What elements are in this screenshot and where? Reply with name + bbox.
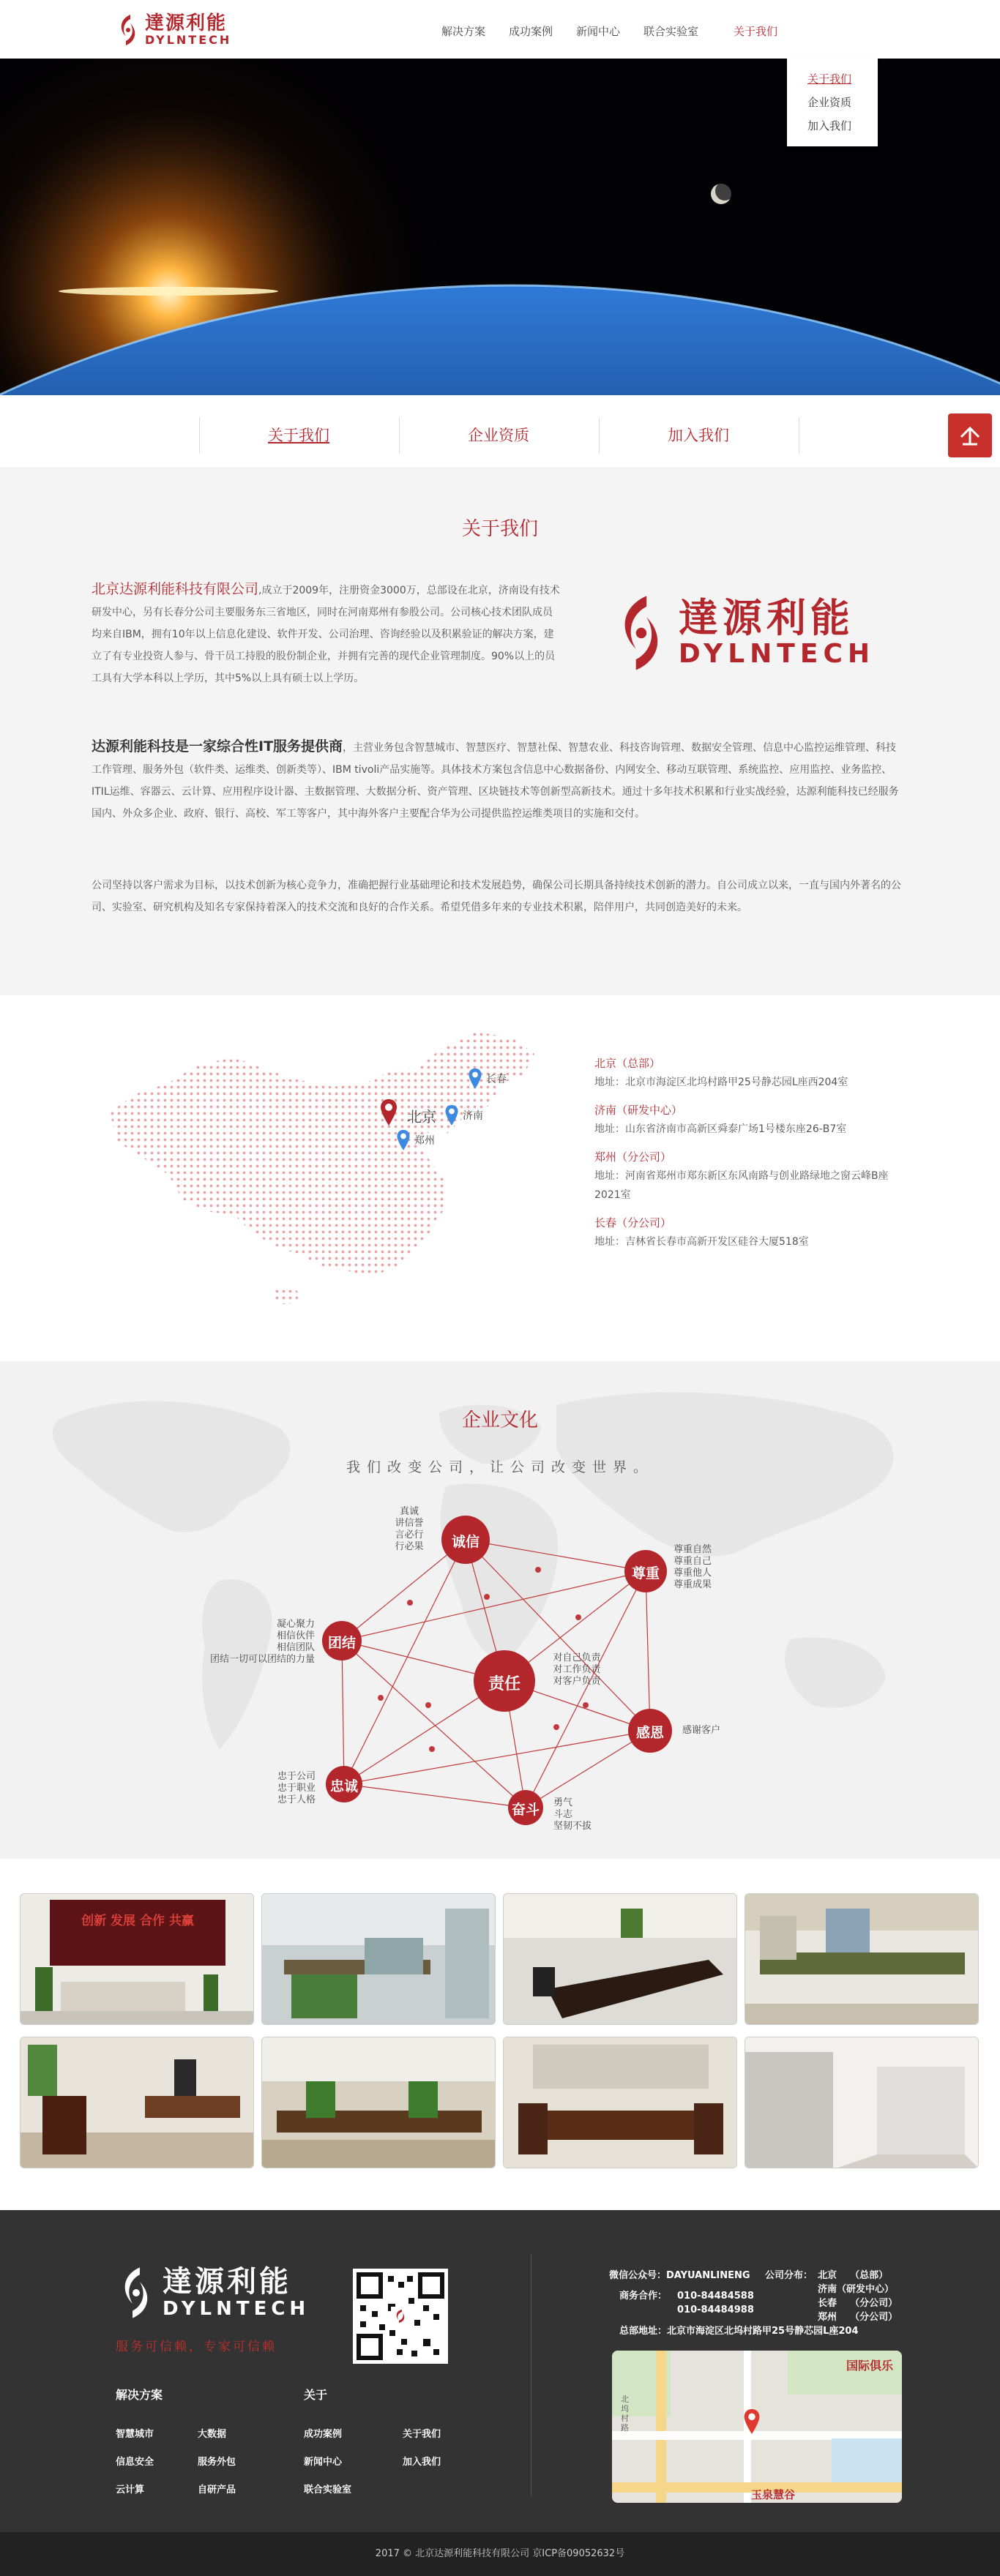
- subnav-about[interactable]: [200, 417, 398, 454]
- nav-solutions[interactable]: 解决方案: [441, 25, 486, 38]
- culture-desc-loyalty: 忠于公司 忠于职业 忠于人格: [277, 1771, 316, 1805]
- about-logo: [611, 585, 875, 681]
- office-name: 济南（研发中心）: [594, 1104, 683, 1117]
- about-logo-en: DYLNTECH: [678, 639, 875, 669]
- china-map: [102, 1025, 556, 1332]
- site-footer: [0, 2210, 1000, 2532]
- footer-hq-address: 总部地址：北京市海淀区北坞村路甲25号静芯园L座204: [619, 2326, 859, 2337]
- office-address: 地址：山东省济南市高新区舜泰广场1号楼东座26-B7室: [594, 1123, 847, 1135]
- nav-lab[interactable]: 联合实验室: [643, 25, 699, 38]
- culture-desc-integrity: 真诚 讲信誉 言必行 行必果: [395, 1506, 424, 1552]
- footer-link-smart-city[interactable]: 智慧城市: [116, 2429, 154, 2440]
- culture-desc-unity: 凝心聚力 相信伙伴 相信团队 团结一切可以团结的力量: [209, 1619, 315, 1665]
- footer-slogan: 服务可信赖，专家可信赖: [116, 2340, 277, 2354]
- office-address: 地址：河南省郑州市郑东新区东风南路与创业路绿地之窗云峰B座2021室: [594, 1170, 889, 1201]
- office-item: [594, 1147, 902, 1205]
- culture-node-gratitude: 感恩: [635, 1725, 664, 1741]
- map-label-road: 北坞村路: [621, 2395, 629, 2433]
- map-label-club: 国际俱乐: [846, 2359, 894, 2373]
- copyright-bar: 2017 © 北京达源利能科技有限公司 京ICP备09052632号: [0, 2532, 1000, 2576]
- dropdown-item-join[interactable]: 加入我们: [807, 119, 852, 132]
- culture-desc-striving: 勇气 斗志 坚韧不拔: [553, 1797, 592, 1832]
- footer-col-title-solutions: 解决方案: [116, 2388, 163, 2402]
- office-item: [594, 1101, 902, 1139]
- culture-desc-responsibility: 对自己负责 对工作负责 对客户负责: [553, 1652, 601, 1687]
- about-section: [0, 468, 1000, 995]
- photo-meeting-room[interactable]: [503, 1893, 737, 2025]
- map-label-zhengzhou: 郑州: [414, 1135, 435, 1147]
- office-item: [594, 1213, 902, 1251]
- footer-link-outsourcing[interactable]: 服务外包: [198, 2457, 236, 2468]
- office-name: 长春（分公司）: [594, 1216, 672, 1229]
- culture-desc-respect: 尊重自然 尊重自己 尊重他人 尊重成果: [673, 1544, 712, 1590]
- pin-zhengzhou-icon[interactable]: [397, 1130, 410, 1150]
- photo-workstations[interactable]: [745, 1893, 979, 2025]
- office-address: 地址：吉林省长春市高新开发区硅谷大厦518室: [594, 1236, 809, 1248]
- subnav-join[interactable]: 加入我们: [668, 427, 729, 444]
- logo-mark-icon: [116, 2260, 157, 2326]
- footer-location-map[interactable]: [612, 2351, 902, 2503]
- subnav-about-label: 关于我们: [268, 427, 329, 444]
- logo-mark-icon: [116, 12, 141, 48]
- brand-name-cn: 達源利能: [145, 12, 228, 34]
- map-label-yuquan: 玉泉慧谷: [751, 2488, 796, 2501]
- culture-node-responsibility: 责任: [488, 1675, 520, 1693]
- footer-link-cloud[interactable]: 云计算: [116, 2485, 145, 2496]
- footer-link-bigdata[interactable]: 大数据: [198, 2429, 227, 2440]
- footer-brand-en: DYLNTECH: [163, 2298, 310, 2320]
- about-paragraph-1: ,成立于2009年，注册资金3000万，总部设在北京，济南设有技术研发中心，另有长春分公司主要服务东三省地区，同时在河南郑州有参股公司。公司核心技术团队成员均来自IBM，拥有10年以上信息化建设、软件开发、公司治理、咨询经验以及积累验证的解决方案，建立了有专业投资人参与、骨干员工持股的股份制企业，并拥有完善的现代企业管理制度。90%以上的员工具有大学本科以上学历，其中5%以上具有硕士以上学历。: [92, 585, 560, 684]
- footer-logo: [116, 2260, 335, 2326]
- map-pin-icon[interactable]: [744, 2409, 760, 2434]
- culture-slogan: 我们改变公司，让公司改变世界。: [346, 1459, 654, 1475]
- footer-link-news[interactable]: 新闻中心: [304, 2457, 343, 2468]
- photo-manager-office[interactable]: [20, 2037, 254, 2168]
- culture-section: [0, 1361, 1000, 1859]
- logo-mark-icon: [611, 585, 671, 681]
- footer-brand-cn: 達源利能: [163, 2265, 291, 2299]
- footer-link-about[interactable]: 关于我们: [403, 2429, 441, 2440]
- footer-branch-label: 公司分布：: [765, 2270, 813, 2281]
- dropdown-item-about[interactable]: 关于我们: [807, 72, 852, 86]
- company-name: 北京达源利能科技有限公司: [92, 581, 259, 597]
- office-name: 郑州（分公司）: [594, 1150, 672, 1164]
- footer-coop-label: 商务合作：: [619, 2291, 668, 2302]
- about-business: [92, 735, 904, 825]
- photo-reception[interactable]: [20, 1893, 254, 2025]
- footer-branch-list: 北京 （总部） 济南（研发中心） 长春 （分公司） 郑州 （分公司）: [818, 2270, 898, 2323]
- about-paragraph-2: ，主营业务包含智慧城市、智慧医疗、智慧社保、智慧农业、科技咨询管理、数据安全管理、信息中心监控运维管理、科技工作管理、服务外包（软件类、运维类、创新类等）、IBM tivoli产品实施等。具体技术方案包含信息中心数据备份、内网安全、移动互联管理、系统监控、应用监控、业务监控、ITIL运维、容器云、云计算、应用程序设计器、主数据管理、大数据分析、资产管理、区块链技术等创新型高新技术。通过十多年技术积累和行业实战经验，达源利能科技已经服务国内、外众多企业、政府、银行、高校、军工等客户，其中海外客户主要配合华为公司提供监控运维类项目的实施和交付。: [92, 742, 899, 820]
- brand-logo[interactable]: [116, 10, 240, 50]
- office-map-section: [0, 995, 1000, 1361]
- about-intro: [92, 578, 560, 689]
- back-to-top-button[interactable]: [948, 413, 992, 457]
- footer-link-lab[interactable]: 联合实验室: [304, 2485, 352, 2496]
- nav-cases[interactable]: 成功案例: [509, 25, 553, 38]
- wechat-qr-code[interactable]: [353, 2269, 448, 2364]
- culture-network-diagram: [0, 1361, 1000, 1859]
- office-photo-gallery: [0, 1859, 1000, 2210]
- footer-link-products[interactable]: 自研产品: [198, 2485, 236, 2496]
- culture-node-loyalty: 忠诚: [329, 1778, 358, 1794]
- about-title: 关于我们: [461, 518, 538, 540]
- brand-name-en: DYLNTECH: [145, 33, 232, 47]
- nav-news[interactable]: 新闻中心: [576, 25, 621, 38]
- main-nav: [430, 0, 801, 59]
- footer-phone-list: 010-84484588 010-84484988: [677, 2291, 754, 2315]
- footer-link-cases[interactable]: 成功案例: [304, 2429, 343, 2440]
- photo-open-office[interactable]: [261, 2037, 496, 2168]
- culture-node-respect: 尊重: [631, 1565, 660, 1581]
- culture-title: 企业文化: [461, 1409, 538, 1431]
- footer-wechat-account: 微信公众号：DAYUANLINENG: [609, 2270, 750, 2281]
- map-label-beijing: 北京: [407, 1108, 436, 1126]
- dropdown-item-qualification[interactable]: 企业资质: [807, 96, 852, 109]
- arrow-up-icon: [948, 413, 992, 457]
- office-name: 北京（总部）: [594, 1057, 661, 1070]
- reception-wall-sign: 创新 发展 合作 共赢: [81, 1914, 194, 1928]
- photo-office-desks[interactable]: [261, 1893, 496, 2025]
- about-dropdown-menu: [787, 59, 878, 146]
- footer-link-join[interactable]: 加入我们: [403, 2457, 441, 2468]
- photo-corridor[interactable]: [745, 2037, 979, 2168]
- nav-about[interactable]: 关于我们: [710, 0, 801, 59]
- pin-changchun-icon[interactable]: [469, 1068, 482, 1089]
- map-label-changchun: 长春: [486, 1074, 507, 1085]
- about-paragraph-3: 公司坚持以客户需求为目标，以技术创新为核心竞争力，准确把握行业基础理论和技术发展趋势，确保公司长期具备持续技术创新的潜力。自公司成立以来，一直与国内外著名的公司、实验室、研究机构及知名专家保持着深入的技术交流和良好的合作关系。希望凭借多年来的专业技术积累，陪伴用户，共同创造美好的未来。: [92, 880, 901, 913]
- footer-link-security[interactable]: 信息安全: [116, 2457, 154, 2468]
- about-subnav: [0, 395, 1000, 468]
- subnav-qualification[interactable]: 企业资质: [468, 427, 529, 444]
- office-address: 地址：北京市海淀区北坞村路甲25号静芯园L座西204室: [594, 1077, 848, 1088]
- culture-node-unity: 团结: [327, 1635, 356, 1651]
- culture-node-striving: 奋斗: [511, 1802, 540, 1818]
- site-header: [0, 0, 1000, 59]
- culture-node-integrity: 诚信: [451, 1534, 480, 1550]
- about-lead: 达源利能科技是一家综合性IT服务提供商: [92, 738, 343, 755]
- office-item: [594, 1054, 902, 1092]
- pin-beijing-icon[interactable]: [381, 1099, 397, 1126]
- photo-tea-room[interactable]: [503, 2037, 737, 2168]
- pin-jinan-icon[interactable]: [445, 1105, 458, 1126]
- office-list: [594, 1054, 902, 1260]
- map-label-jinan: 济南: [463, 1110, 483, 1122]
- about-logo-cn: 達源利能: [678, 595, 854, 641]
- culture-desc-gratitude: 感谢客户: [682, 1725, 721, 1736]
- footer-col-title-about: 关于: [304, 2388, 328, 2402]
